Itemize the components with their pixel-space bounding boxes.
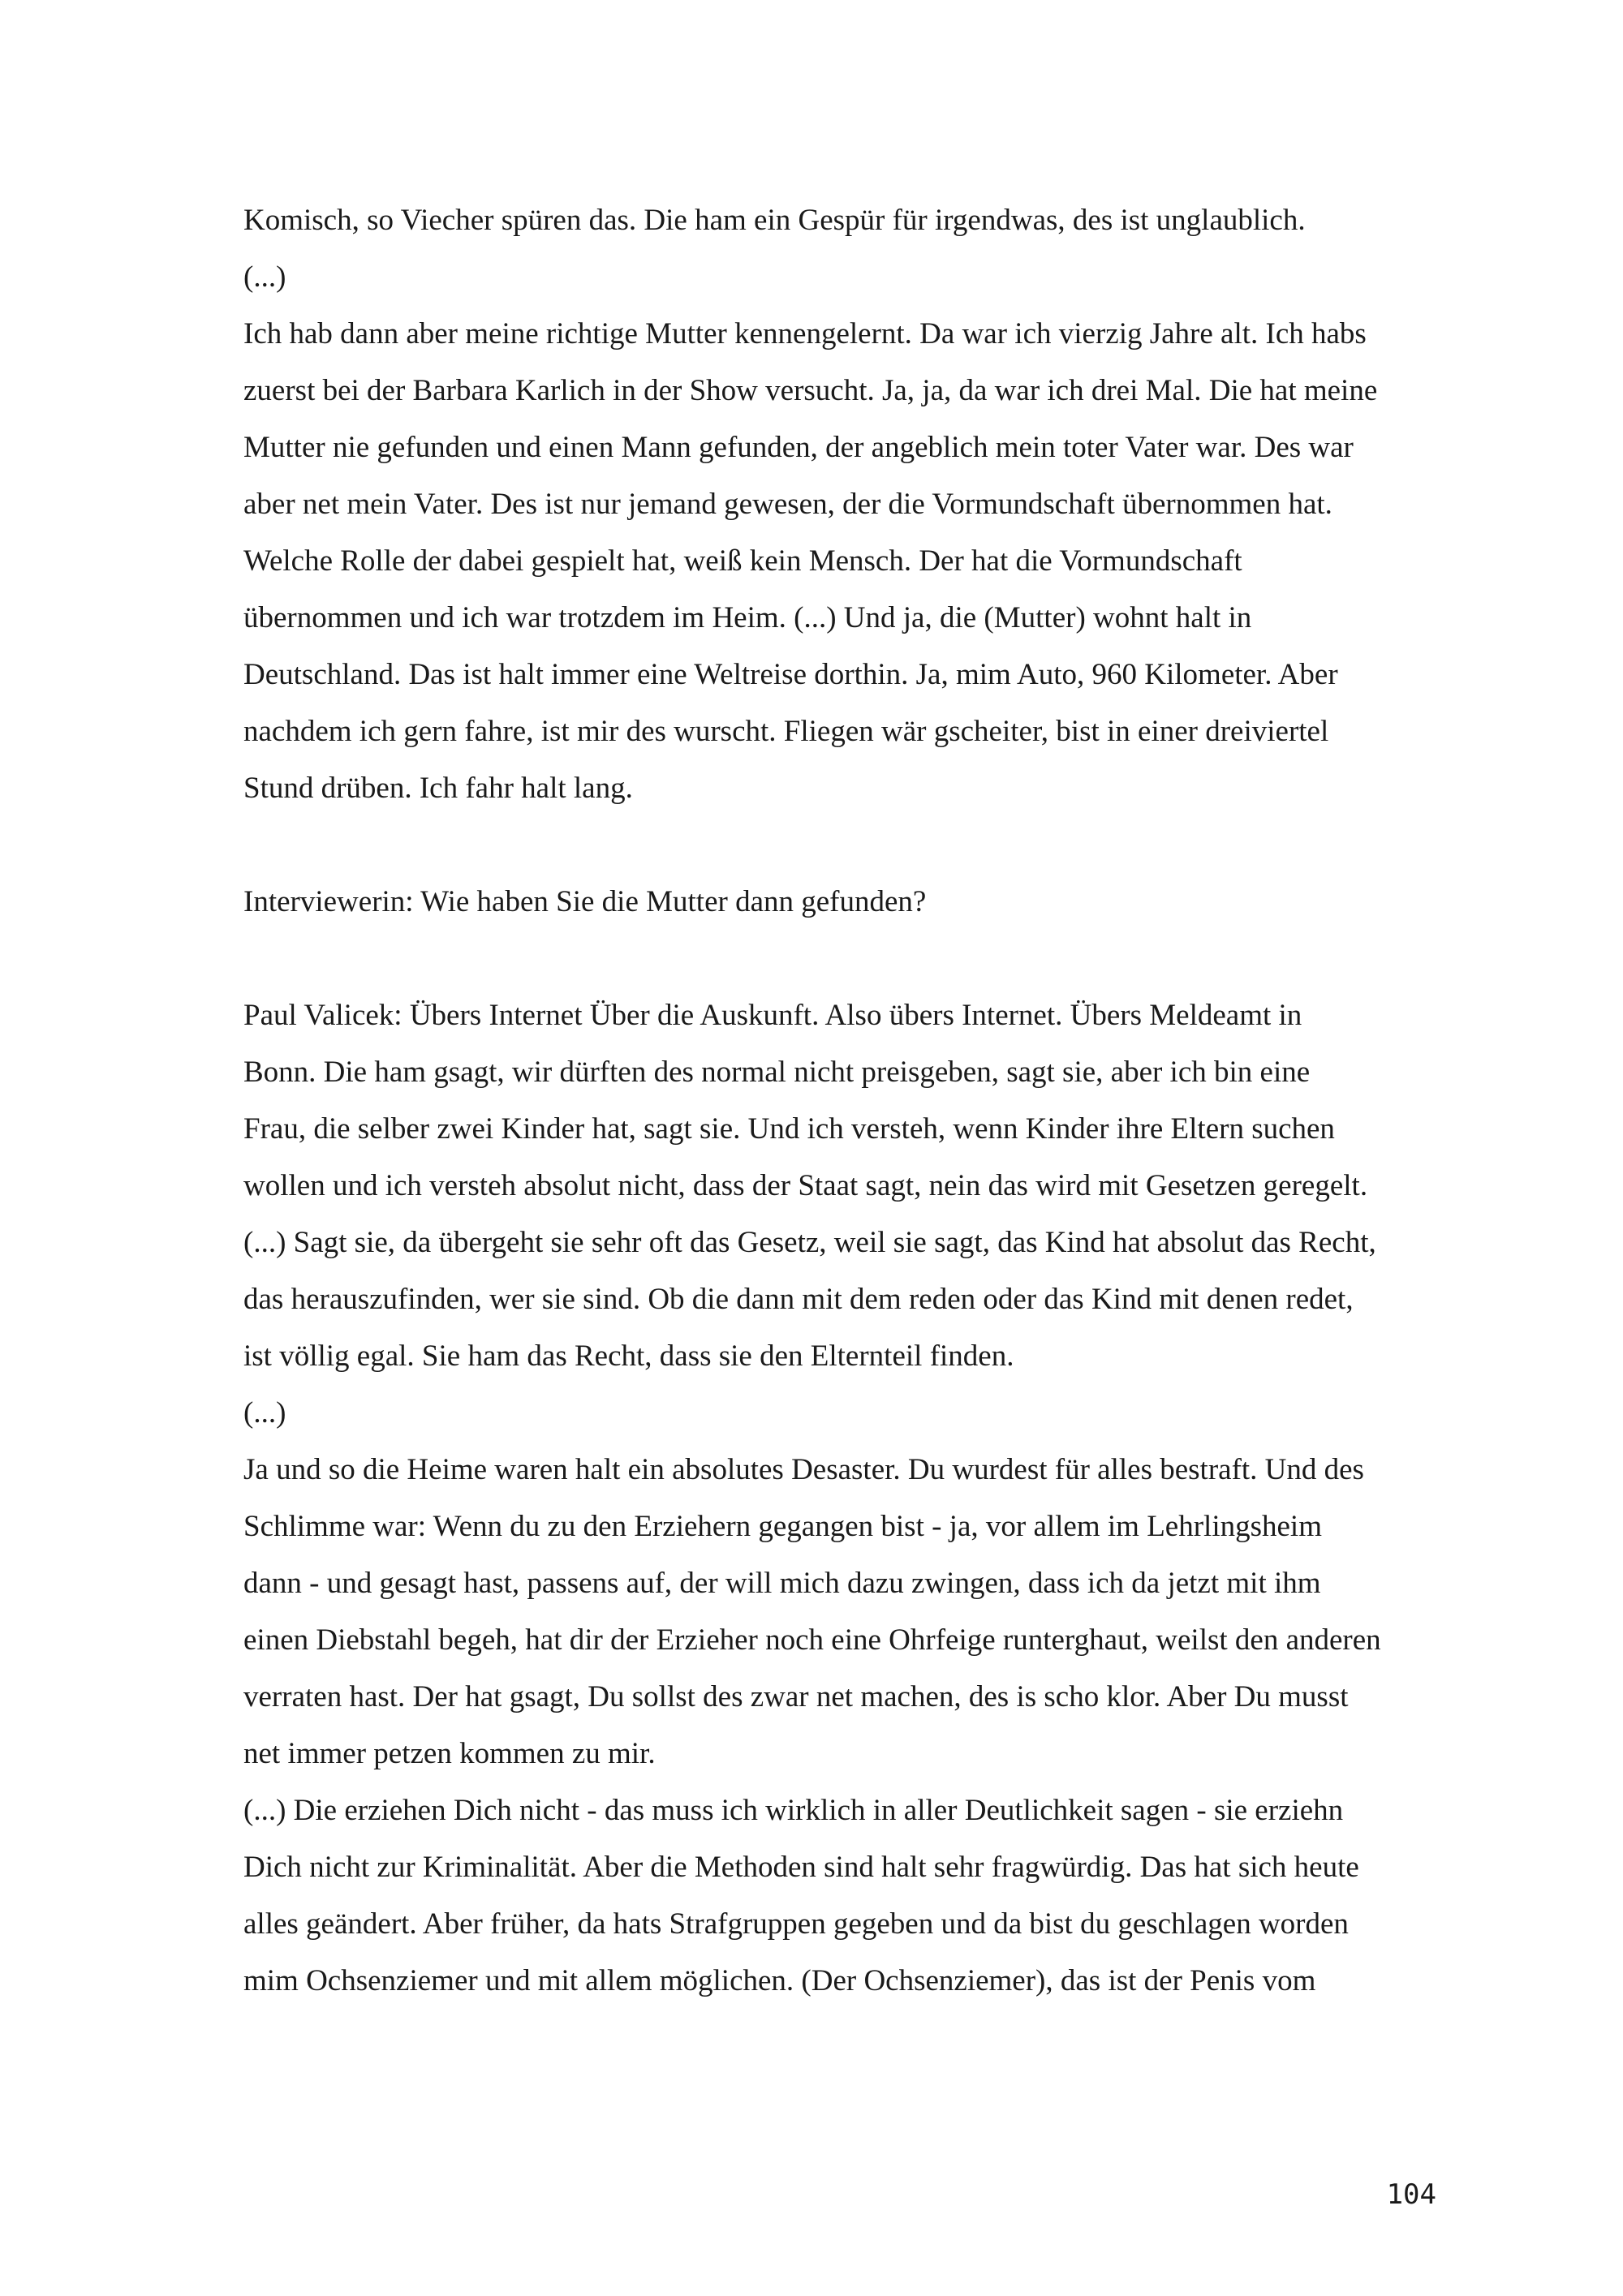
text-line: Bonn. Die ham gsagt, wir dürften des normal nicht preisgeben, sagt sie, aber ich bin eine: [243, 1056, 1311, 1089]
blank-line: [243, 931, 1509, 987]
text-line: Welche Rolle der dabei gespielt hat, weiß kein Mensch. Der hat die Vormundschaft: [243, 544, 1242, 578]
text-line: Ich hab dann aber meine richtige Mutter kennengelernt. Da war ich vierzig Jahre alt. Ich habs: [243, 317, 1367, 350]
text-line: das herauszufinden, wer sie sind. Ob die dann mit dem reden oder das Kind mit denen redet,: [243, 1283, 1354, 1316]
text-line: mim Ochsenziemer und mit allem möglichen. (Der Ochsenziemer), das ist der Penis vom: [243, 1964, 1316, 1997]
text-line: Komisch, so Viecher spüren das. Die ham ein Gespür für irgendwas, des ist unglaublich.: [243, 204, 1306, 237]
text-line: Interviewerin: Wie haben Sie die Mutter dann gefunden?: [243, 885, 927, 918]
text-line: Deutschland. Das ist halt immer eine Weltreise dorthin. Ja, mim Auto, 960 Kilometer. Aber: [243, 658, 1338, 691]
text-line: alles geändert. Aber früher, da hats Strafgruppen gegeben und da bist du geschlagen worden: [243, 1907, 1349, 1941]
text-line: verraten hast. Der hat gsagt, Du sollst des zwar net machen, des is scho klor. Aber Du musst: [243, 1680, 1349, 1713]
text-line: Dich nicht zur Kriminalität. Aber die Methoden sind halt sehr fragwürdig. Das hat sich heute: [243, 1851, 1359, 1884]
text-line: Stund drüben. Ich fahr halt lang.: [243, 772, 633, 805]
text-line: (...) Sagt sie, da übergeht sie sehr oft das Gesetz, weil sie sagt, das Kind hat absolut das Recht,: [243, 1226, 1376, 1259]
body-text: [243, 192, 1509, 2010]
text-line: einen Diebstahl begeh, hat dir der Erzieher noch eine Ohrfeige runterghaut, weilst den anderen: [243, 1623, 1381, 1657]
page-number: 104: [1386, 2178, 1436, 2211]
text-line: Frau, die selber zwei Kinder hat, sagt sie. Und ich versteh, wenn Kinder ihre Eltern suchen: [243, 1112, 1335, 1146]
text-line: net immer petzen kommen zu mir.: [243, 1737, 656, 1770]
blank-line: [243, 817, 1509, 874]
text-line: dann - und gesagt hast, passens auf, der will mich dazu zwingen, dass ich da jetzt mit ihm: [243, 1567, 1321, 1600]
text-line: Schlimme war: Wenn du zu den Erziehern gegangen bist - ja, vor allem im Lehrlingsheim: [243, 1510, 1322, 1543]
text-line: Ja und so die Heime waren halt ein absolutes Desaster. Du wurdest für alles bestraft. Und des: [243, 1453, 1364, 1486]
text-line: übernommen und ich war trotzdem im Heim. (...) Und ja, die (Mutter) wohnt halt in: [243, 601, 1252, 634]
text-line: (...): [243, 260, 286, 294]
text-line: ist völlig egal. Sie ham das Recht, dass sie den Elternteil finden.: [243, 1339, 1014, 1373]
text-line: zuerst bei der Barbara Karlich in der Show versucht. Ja, ja, da war ich drei Mal. Die hat meine: [243, 374, 1378, 407]
text-line: Mutter nie gefunden und einen Mann gefunden, der angeblich mein toter Vater war. Des war: [243, 431, 1354, 464]
text-line: Paul Valicek: Übers Internet Über die Auskunft. Also übers Internet. Übers Meldeamt in: [243, 999, 1302, 1032]
text-line: (...): [243, 1396, 286, 1430]
text-line: nachdem ich gern fahre, ist mir des wurscht. Fliegen wär gscheiter, bist in einer dreiviertel: [243, 715, 1329, 748]
text-line: wollen und ich versteh absolut nicht, dass der Staat sagt, nein das wird mit Gesetzen geregelt.: [243, 1169, 1368, 1202]
text-line: aber net mein Vater. Des ist nur jemand gewesen, der die Vormundschaft übernommen hat.: [243, 488, 1332, 521]
text-line: (...) Die erziehen Dich nicht - das muss ich wirklich in aller Deutlichkeit sagen - sie erziehn: [243, 1794, 1344, 1827]
